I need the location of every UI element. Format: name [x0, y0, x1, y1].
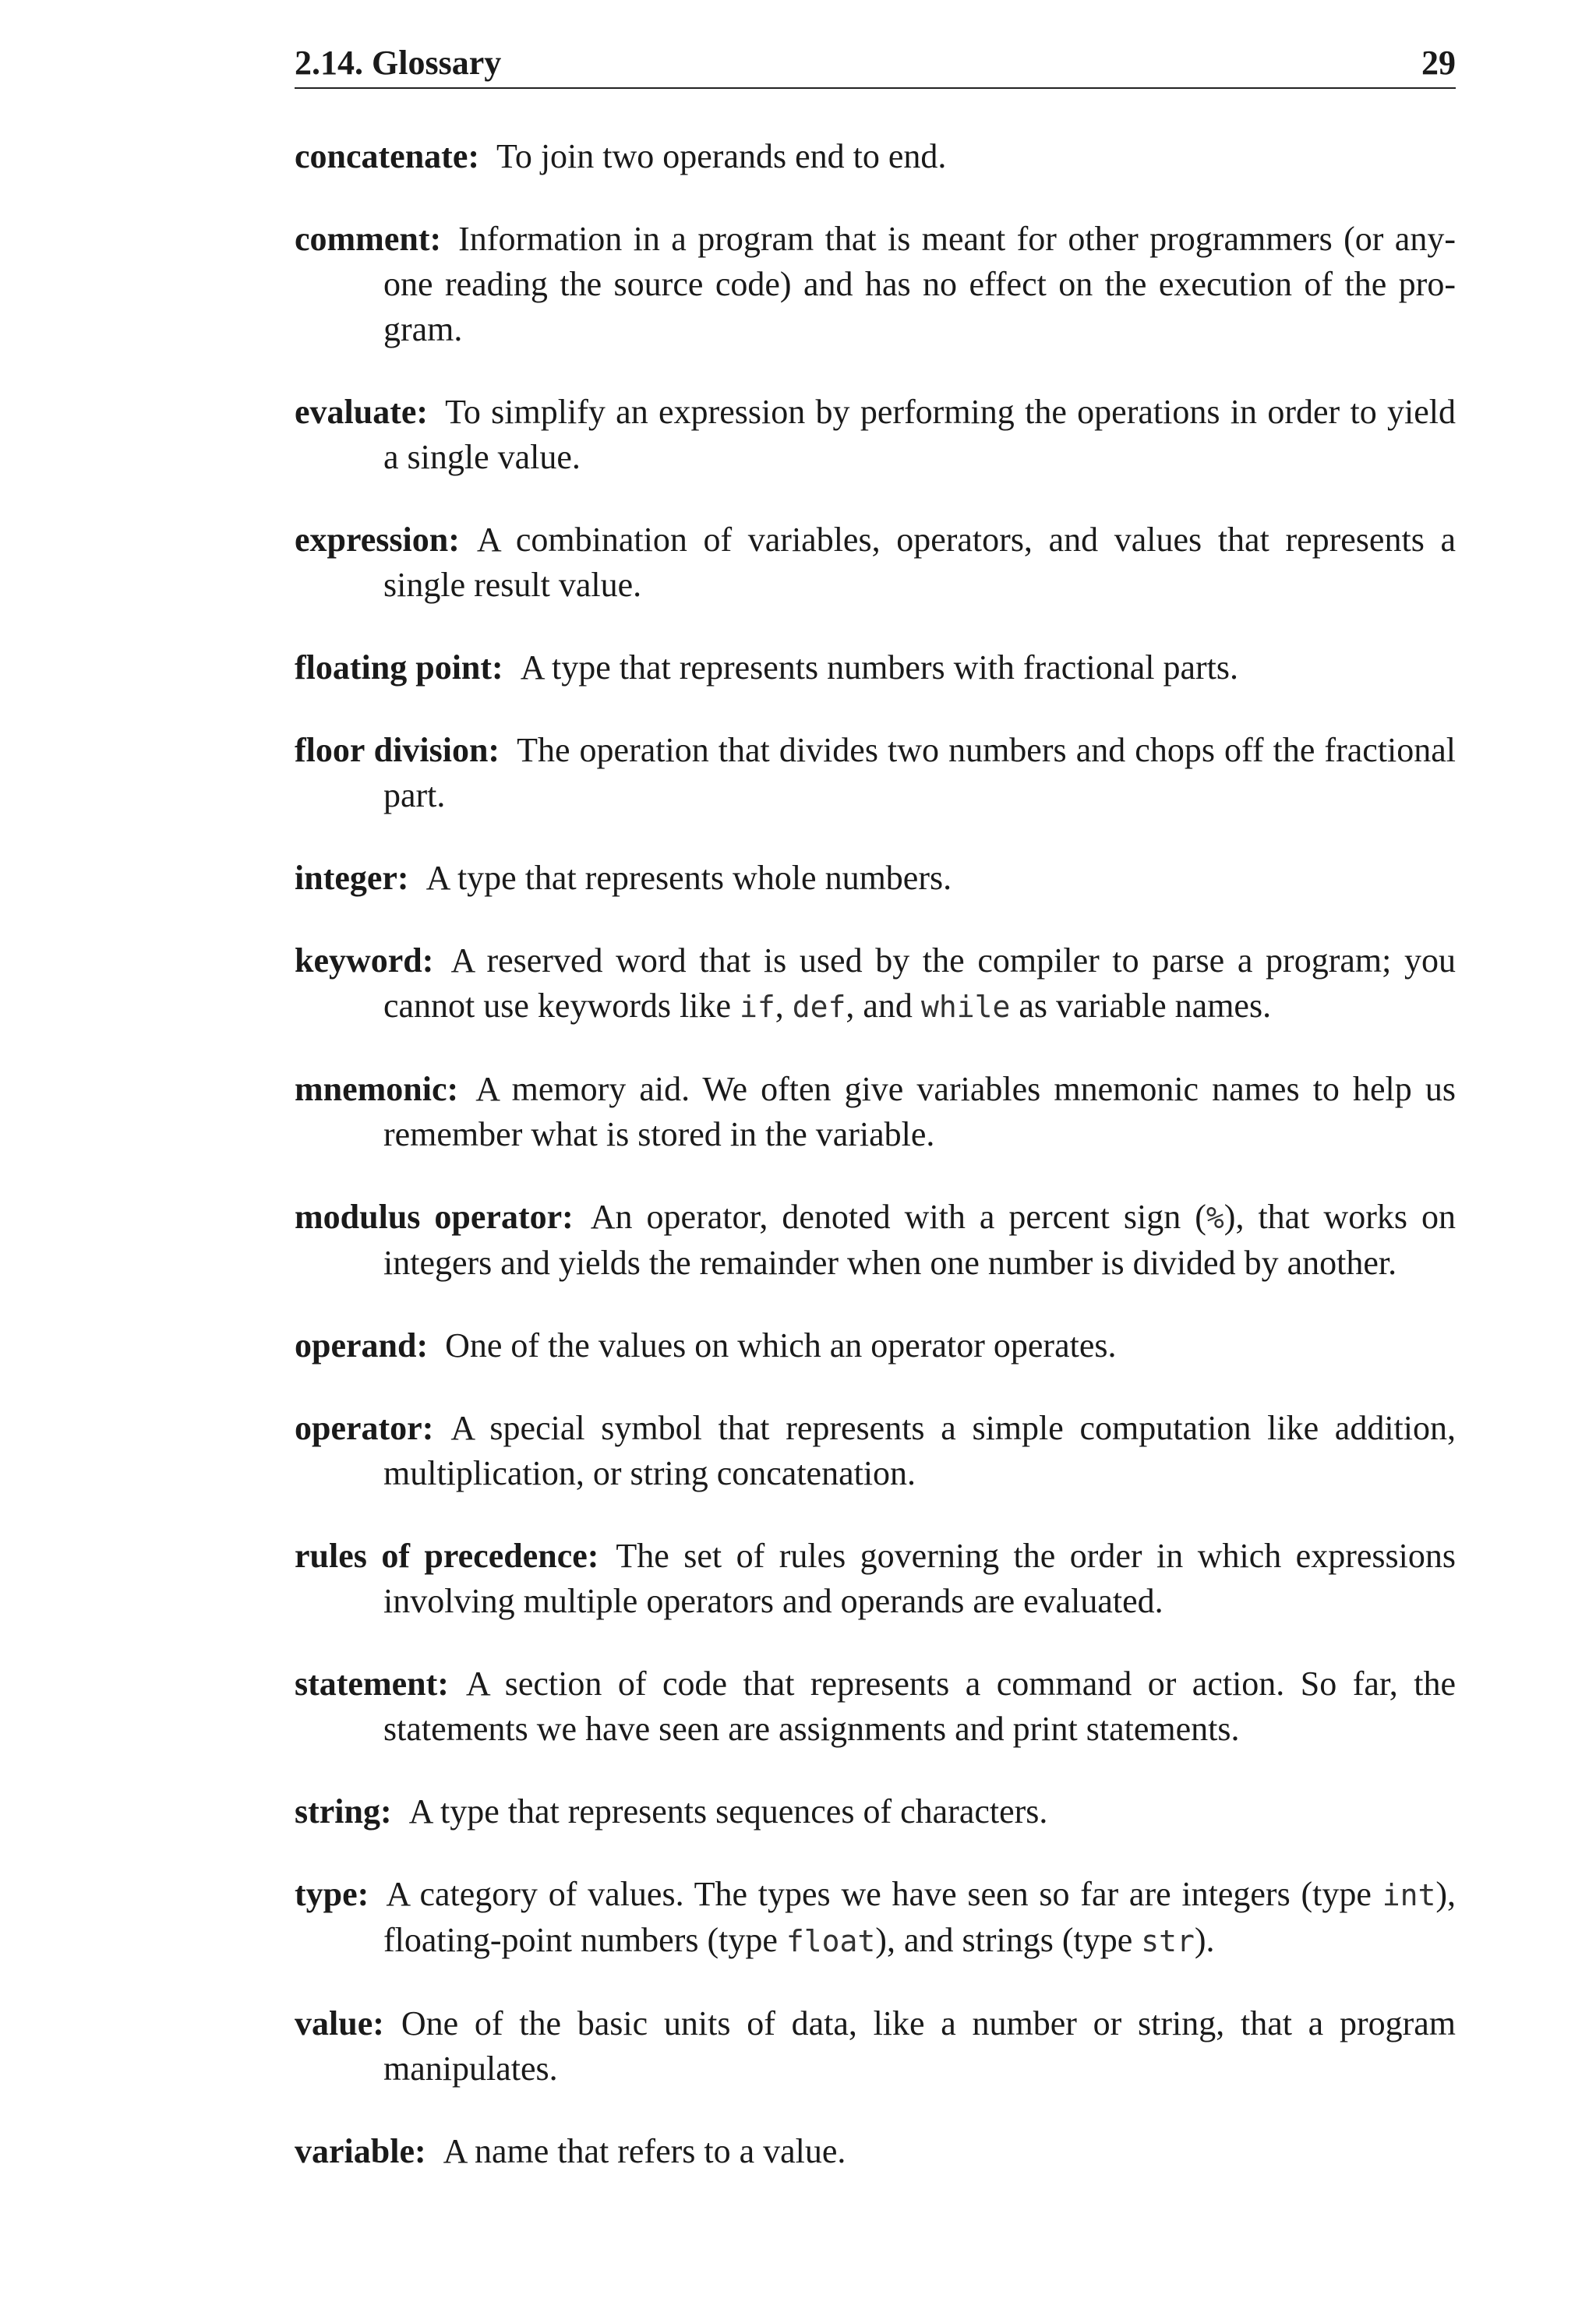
definition-text: A type that represents sequences of characters. [408, 1792, 1048, 1831]
glossary-definition [383, 1875, 1456, 1959]
glossary-entry [295, 134, 1456, 179]
code-literal: def [792, 990, 846, 1024]
glossary-term: operator: [295, 1409, 434, 1447]
glossary-term: modulus operator: [295, 1198, 574, 1236]
definition-text: A combination of variables, operators, and values that represents a single result value. [383, 521, 1456, 604]
definition-text: A type that represents whole numbers. [425, 859, 952, 897]
glossary-definition [445, 1326, 1116, 1365]
glossary-entry [295, 645, 1456, 690]
definition-text: A section of code that represents a command or action. So far, the statements we have seen are assignments and print statements. [383, 1665, 1456, 1748]
glossary-term: string: [295, 1792, 392, 1831]
definition-text: ), and strings (type [875, 1921, 1142, 1959]
running-header [295, 39, 1456, 89]
glossary-term: statement: [295, 1665, 449, 1703]
glossary-definition [383, 1665, 1456, 1748]
code-literal: str [1141, 1924, 1195, 1958]
glossary-term: concatenate: [295, 137, 480, 175]
definition-text: A reserved word that is used by the compiler to parse a program; you cannot use keywords like [383, 941, 1456, 1025]
definition-text: , and [846, 987, 921, 1025]
definition-text: , [775, 987, 793, 1025]
glossary-term: floating point: [295, 648, 503, 687]
code-literal: int [1382, 1878, 1436, 1912]
glossary-definition [383, 731, 1456, 814]
glossary-entry [295, 1195, 1456, 1286]
glossary-entry [295, 856, 1456, 901]
glossary-entry [295, 1534, 1456, 1624]
glossary-definition [383, 2004, 1456, 2088]
glossary-entry [295, 1067, 1456, 1157]
definition-text: ). [1194, 1921, 1215, 1959]
glossary-term: floor division: [295, 731, 500, 769]
definition-text: ), floating-point numbers (type [383, 1875, 1456, 1959]
definition-text: The operation that divides two numbers and chops off the fractional part. [383, 731, 1456, 814]
definition-text: The set of rules governing the order in which expressions involving multiple operators and operands are evaluated. [383, 1537, 1456, 1620]
glossary-entry [295, 517, 1456, 608]
glossary-term: mnemonic: [295, 1070, 459, 1108]
glossary-term: operand: [295, 1326, 429, 1365]
glossary-list [295, 134, 1456, 2212]
definition-text: A name that refers to a value. [443, 2132, 846, 2170]
glossary-entry [295, 390, 1456, 480]
code-literal: float [786, 1924, 876, 1958]
glossary-term: integer: [295, 859, 409, 897]
page-number: 29 [1421, 44, 1456, 82]
glossary-definition [383, 220, 1456, 348]
definition-text: A special symbol that represents a simple computation like addition, multiplication, or string concatenation. [383, 1409, 1456, 1492]
glossary-definition [383, 521, 1456, 604]
glossary-entry [295, 1323, 1456, 1368]
glossary-entry [295, 1789, 1456, 1834]
glossary-definition [383, 1409, 1456, 1492]
glossary-term: rules of precedence: [295, 1537, 599, 1575]
definition-text: To simplify an expression by performing the operations in order to yield a single value. [383, 393, 1456, 476]
glossary-term: variable: [295, 2132, 426, 2170]
section-title: 2.14. Glossary [295, 44, 502, 82]
definition-text: To join two operands end to end. [496, 137, 947, 175]
glossary-term: value: [295, 2004, 384, 2042]
glossary-entry [295, 728, 1456, 818]
definition-text: A type that represents numbers with fractional parts. [520, 648, 1238, 687]
glossary-definition [383, 1070, 1456, 1153]
glossary-entry [295, 2001, 1456, 2092]
glossary-term: keyword: [295, 941, 434, 980]
definition-text: One of the values on which an operator operates. [445, 1326, 1117, 1365]
glossary-definition [521, 648, 1238, 687]
code-literal: while [920, 990, 1011, 1024]
glossary-definition [383, 393, 1456, 476]
definition-text: A category of values. The types we have seen so far are integers (type [386, 1875, 1382, 1913]
definition-text: ), that works on integers and yields the remainder when one number is divided by another. [383, 1198, 1456, 1282]
glossary-entry [295, 938, 1456, 1029]
code-literal: % [1206, 1201, 1224, 1235]
glossary-entry [295, 217, 1456, 352]
glossary-definition [443, 2132, 846, 2170]
glossary-definition [426, 859, 952, 897]
glossary-entry [295, 1406, 1456, 1496]
glossary-definition [383, 941, 1456, 1025]
glossary-definition [496, 137, 946, 175]
glossary-term: type: [295, 1875, 369, 1913]
code-literal: if [740, 990, 775, 1024]
definition-text: An operator, denoted with a percent sign ( [590, 1198, 1206, 1236]
glossary-term: evaluate: [295, 393, 429, 431]
definition-text: Information in a program that is meant for other programmers (or anyone reading the source code) and has no effect on the execution of the program. [383, 220, 1456, 348]
glossary-entry [295, 2129, 1456, 2174]
definition-text: A memory aid. We often give variables mnemonic names to help us remember what is stored in the variable. [383, 1070, 1456, 1153]
glossary-term: expression: [295, 521, 460, 559]
glossary-entry [295, 1872, 1456, 1964]
glossary-definition [409, 1792, 1048, 1831]
glossary-term: comment: [295, 220, 442, 258]
definition-text: One of the basic units of data, like a number or string, that a program manipulates. [383, 2004, 1456, 2088]
glossary-entry [295, 1661, 1456, 1752]
definition-text: as variable names. [1010, 987, 1272, 1025]
